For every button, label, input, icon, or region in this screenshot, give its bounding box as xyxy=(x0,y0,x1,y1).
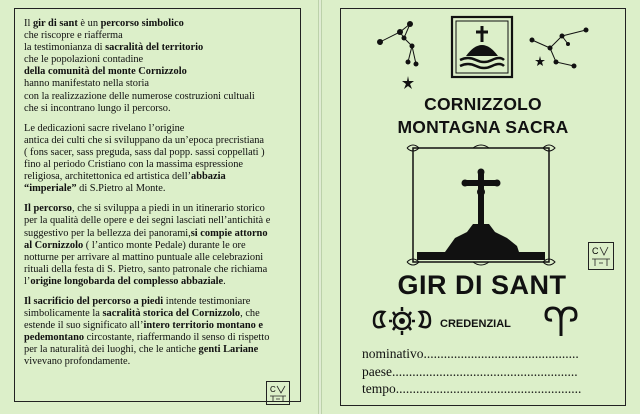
text-run: che le popolazioni contadine xyxy=(24,54,144,66)
text-run: di S.Pietro al Monte. xyxy=(76,183,166,195)
ram-horns-symbol-icon xyxy=(544,306,578,338)
text-line xyxy=(24,240,296,252)
constellation-left-icon xyxy=(372,20,432,90)
text-run: per la qualità delle opere e dei segni lasciati nell’antichità e xyxy=(24,215,271,227)
main-title: GIR DI SANT xyxy=(397,270,567,300)
bold-text: sacralità del territorio xyxy=(105,42,204,54)
text-line xyxy=(24,332,296,344)
text-line xyxy=(24,203,296,215)
text-line xyxy=(24,18,296,30)
bold-text: si compie attorno xyxy=(190,227,268,239)
svg-text:C: C xyxy=(592,246,599,256)
title-line-2: MONTAGNA SACRA xyxy=(397,117,569,137)
bold-text: sacralità storica del Cornizzolo xyxy=(102,308,241,320)
text-run: rituali della festa di S. Pietro, santo patronale che richiama xyxy=(24,263,268,275)
svg-text:C: C xyxy=(270,385,276,394)
bold-text: Il sacrificio del percorso a piedi xyxy=(24,295,164,307)
text-line xyxy=(24,296,296,308)
bold-text: intero territorio montano e xyxy=(143,320,264,332)
text-run: Il xyxy=(24,18,33,29)
text-line xyxy=(24,171,296,183)
bold-text: al Cornizzolo xyxy=(24,239,84,251)
text-line xyxy=(24,264,296,276)
text-run: circostante, riaffermando il senso di rispetto xyxy=(84,332,270,344)
bold-text: della comunità del monte Cornizzolo xyxy=(24,66,187,78)
paragraph-intro xyxy=(24,18,296,115)
text-run: , che xyxy=(240,308,260,320)
text-line xyxy=(24,183,296,195)
cai-logo xyxy=(588,242,614,270)
left-page xyxy=(0,0,318,414)
paragraph-route xyxy=(24,203,296,288)
bold-text: origine longobarda del complesso abbaziale xyxy=(30,275,224,287)
field-nominativo[interactable]: nominativo.............................................. xyxy=(362,346,579,361)
cross-icon xyxy=(462,169,501,225)
text-line xyxy=(24,135,296,147)
text-line xyxy=(24,308,296,320)
cai-logo-icon xyxy=(589,243,613,269)
paragraph-dedications xyxy=(24,123,296,196)
text-run: hanno manifestato nella storia xyxy=(24,78,149,90)
text-line xyxy=(24,42,296,54)
paragraph-sacrifice xyxy=(24,296,296,369)
text-run: ( l’antico monte Pedale) durante le ore xyxy=(83,239,246,251)
text-line xyxy=(24,356,296,368)
text-run: Le dedicazioni sacre rivelano l’origine xyxy=(24,122,185,134)
field-paese[interactable]: paese....................................................... xyxy=(362,364,578,379)
bold-text: pedemontano xyxy=(24,332,85,344)
text-run: con la realizzazione delle numerose costruzioni cultuali xyxy=(24,90,255,102)
text-run: vivevano profondamente. xyxy=(24,356,131,368)
bold-text: gir di sant xyxy=(32,18,78,29)
text-line xyxy=(24,123,296,135)
field-tempo[interactable]: tempo....................................................... xyxy=(362,381,582,396)
right-page xyxy=(322,0,640,414)
text-run: suggestivo per la bellezza dei panorami, xyxy=(24,227,191,239)
constellation-right-icon xyxy=(528,26,598,81)
credential-label: CREDENZIAL xyxy=(440,318,511,330)
text-run: l’ xyxy=(24,275,31,287)
title-line-1: CORNIZZOLO xyxy=(424,94,542,114)
text-line xyxy=(24,228,296,240)
cai-logo-small xyxy=(266,381,290,405)
text-run: simbolicamente la xyxy=(24,308,103,320)
text-run: per la naturalità dei luoghi, che le antiche xyxy=(24,344,199,356)
text-line xyxy=(24,66,296,78)
text-run: la testimonianza di xyxy=(24,42,106,54)
text-run: antica dei culti che si sviluppano da un’epoca precristiana xyxy=(24,134,265,146)
text-run: ( fons sacer, sass preguda, sass dal popp. sassi coppellati ) xyxy=(24,146,265,158)
emblem-cross-mountain-icon xyxy=(451,16,513,78)
text-line xyxy=(24,147,296,159)
text-run: religiosa, architettonica ed artistica dell’ xyxy=(24,171,192,183)
text-line xyxy=(24,78,296,90)
bold-text: Il percorso xyxy=(24,203,73,215)
text-line xyxy=(24,320,296,332)
text-run: notturne per arrivare al mattino puntuale alle celebrazioni xyxy=(24,251,264,263)
bold-text: “imperiale” xyxy=(24,183,77,195)
text-run: fino al periodo Cristiano con la massima espressione xyxy=(24,159,244,171)
text-line xyxy=(24,54,296,66)
text-run: , che si sviluppa a piedi in un itinerario storico xyxy=(72,203,265,215)
text-run: estende il suo significato all’ xyxy=(24,320,144,332)
bold-text: percorso simbolico xyxy=(100,18,184,29)
bold-text: abbazia xyxy=(191,171,226,183)
text-run: che riscopre e riafferma xyxy=(24,30,123,42)
text-line xyxy=(24,344,296,356)
text-line xyxy=(24,91,296,103)
text-run: che si incontrano lungo il percorso. xyxy=(24,102,171,114)
text-line xyxy=(24,103,296,115)
stepped-base-icon xyxy=(417,224,545,260)
text-run: intende testimoniare xyxy=(163,295,251,307)
text-line xyxy=(24,252,296,264)
text-run: è un xyxy=(77,18,101,29)
text-run: . xyxy=(223,275,226,287)
bold-text: genti Lariane xyxy=(198,344,259,356)
cross-picture-frame xyxy=(407,142,555,268)
sun-symbol-icon xyxy=(370,304,434,338)
description-text xyxy=(24,18,296,377)
text-line xyxy=(24,276,296,288)
text-line xyxy=(24,159,296,171)
text-line xyxy=(24,215,296,227)
cai-logo-icon xyxy=(267,382,289,404)
text-line xyxy=(24,30,296,42)
